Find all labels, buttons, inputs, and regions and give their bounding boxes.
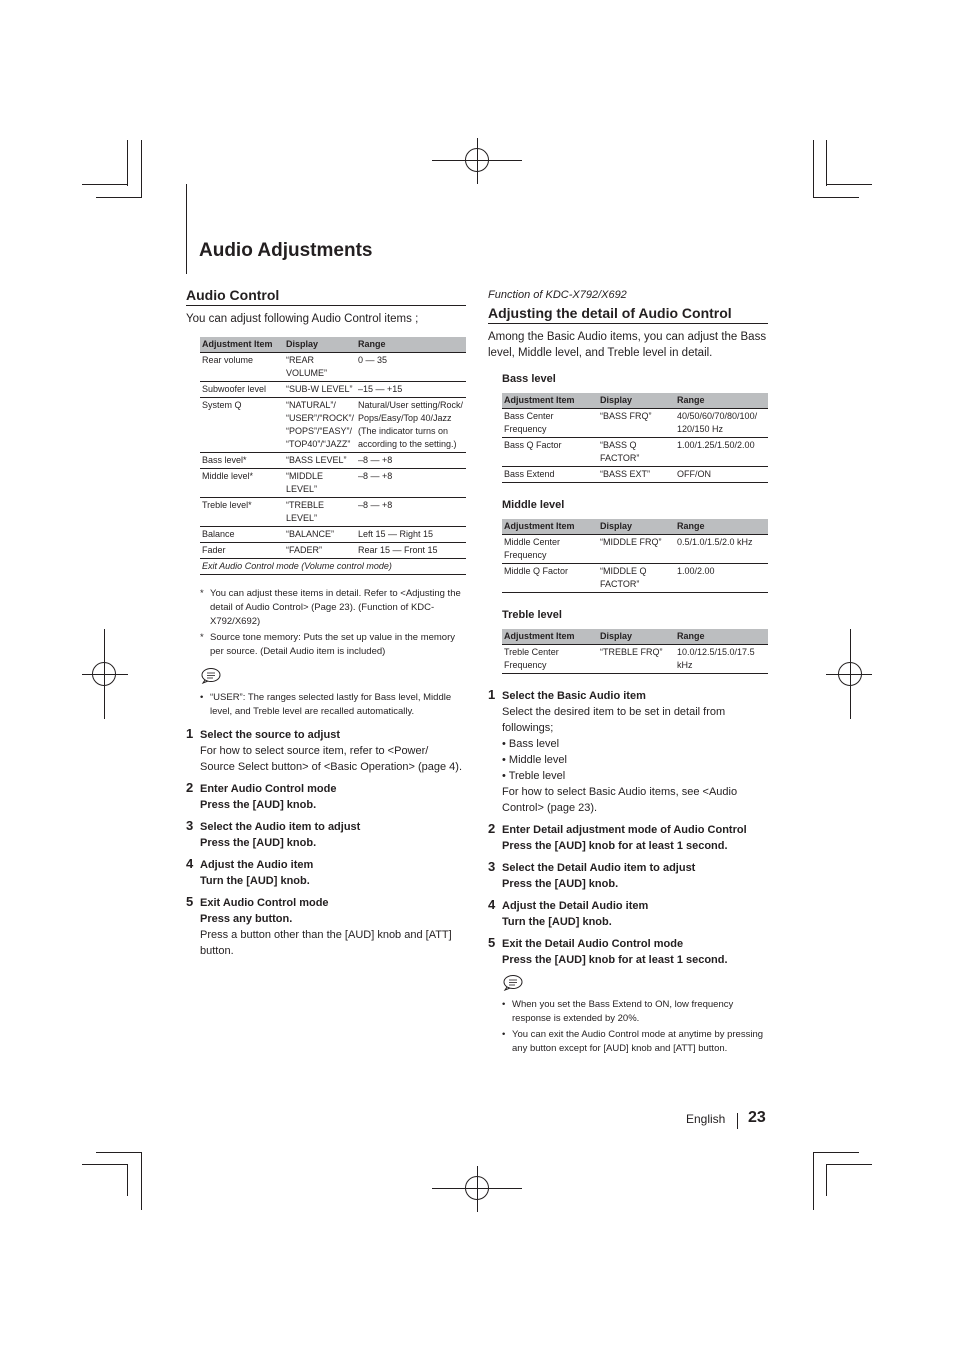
step-title: Adjust the Audio item [200, 859, 314, 871]
audio-control-steps [186, 727, 466, 959]
audio-control-heading: Audio Control [186, 287, 466, 306]
step-title: Enter Audio Control mode [200, 783, 337, 795]
table-cell: System Q [200, 398, 284, 453]
table-cell: “MIDDLE LEVEL” [284, 469, 356, 498]
table-cell: Rear volume [200, 353, 284, 382]
list-item: • Treble level [502, 770, 566, 782]
audio-control-intro: You can adjust following Audio Control items ; [186, 313, 419, 325]
step-text: Press a button other than the [AUD] knob and [ATT] button. [200, 929, 452, 957]
table-cell: Subwoofer level [200, 382, 284, 398]
table-cell: 0.5/1.0/1.5/2.0 kHz [675, 535, 768, 564]
table-cell: 0 — 35 [356, 353, 466, 382]
bass-table [502, 393, 768, 483]
step [488, 860, 768, 892]
table-cell: “TREBLE FRQ” [598, 645, 675, 674]
table-header: Display [284, 337, 356, 353]
page-number: 23 [748, 1109, 766, 1126]
table-header: Display [598, 629, 675, 645]
step [488, 822, 768, 854]
table-header: Adjustment Item [200, 337, 284, 353]
table-cell: –8 — +8 [356, 498, 466, 527]
table-cell: Bass Center Frequency [502, 409, 598, 438]
table-cell: “BASS LEVEL” [284, 453, 356, 469]
function-note: Function of KDC-X792/X692 [488, 289, 627, 301]
table-header: Range [675, 393, 768, 409]
memo-notes [200, 691, 466, 719]
table-cell: Fader [200, 543, 284, 559]
middle-level-label: Middle level [502, 499, 565, 511]
detail-audio-section [488, 287, 768, 1058]
table-cell: Bass Q Factor [502, 438, 598, 467]
table-cell: –15 — +15 [356, 382, 466, 398]
title-bar [186, 184, 187, 274]
step-action: Turn the [AUD] knob. [200, 875, 310, 887]
step-number: 3 [488, 859, 496, 874]
table-row [200, 353, 466, 382]
step-text: Select the desired item to be set in detail from followings; [502, 706, 726, 734]
table-cell: 10.0/12.5/15.0/17.5 kHz [675, 645, 768, 674]
step-action: Press any button. [200, 913, 293, 925]
footnotes [200, 587, 466, 659]
step-title: Exit Audio Control mode [200, 897, 329, 909]
table-header: Range [356, 337, 466, 353]
detail-steps [488, 688, 768, 968]
table-header: Range [675, 629, 768, 645]
audio-control-section [186, 287, 466, 959]
table-cell: “BASS FRQ” [598, 409, 675, 438]
step-action: Turn the [AUD] knob. [502, 916, 612, 928]
table-cell: “SUB-W LEVEL” [284, 382, 356, 398]
table-cell: “MIDDLE Q FACTOR” [598, 564, 675, 593]
step-action: Press the [AUD] knob. [200, 837, 317, 849]
bass-level-label: Bass level [502, 373, 556, 385]
middle-table [502, 519, 768, 593]
step-title: Select the Audio item to adjust [200, 821, 361, 833]
step-title: Exit the Detail Audio Control mode [502, 938, 684, 950]
table-header: Adjustment Item [502, 519, 598, 535]
step-text: For how to select Basic Audio items, see <Audio Control> (page 23). [502, 786, 738, 814]
table-header: Adjustment Item [502, 629, 598, 645]
table-cell: Rear 15 — Front 15 [356, 543, 466, 559]
table-cell: Treble Center Frequency [502, 645, 598, 674]
table-cell: –8 — +8 [356, 469, 466, 498]
memo-note: • When you set the Bass Extend to ON, low frequency response is extended by 20%. [502, 999, 734, 1024]
table-row [200, 453, 466, 469]
table-cell: “MIDDLE FRQ” [598, 535, 675, 564]
memo-notes [502, 998, 768, 1056]
step-number: 4 [488, 897, 496, 912]
step-number: 2 [186, 780, 194, 795]
step-title: Select the source to adjust [200, 729, 340, 741]
step-title: Select the Basic Audio item [502, 690, 646, 702]
step-title: Adjust the Detail Audio item [502, 900, 649, 912]
detail-intro: Among the Basic Audio items, you can adjust the Bass level, Middle level, and Treble level in detail. [488, 331, 767, 359]
table-cell: Bass level* [200, 453, 284, 469]
table-cell: “TREBLE LEVEL” [284, 498, 356, 527]
footnote: * You can adjust these items in detail. Refer to <Adjusting the detail of Audio Control> (Page 23). (Function of KDC-X792/X692) [200, 588, 461, 627]
table-cell: Natural/User setting/Rock/ Pops/Easy/Top 40/Jazz (The indicator turns on according to the setting.) [356, 398, 466, 453]
treble-table [502, 629, 768, 674]
step-action: Press the [AUD] knob. [502, 878, 619, 890]
step-number: 2 [488, 821, 496, 836]
table-cell: Treble level* [200, 498, 284, 527]
memo-note: • You can exit the Audio Control mode at anytime by pressing any button except for [AUD] knob and [ATT] button. [502, 1029, 764, 1054]
step-number: 3 [186, 818, 194, 833]
table-header: Range [675, 519, 768, 535]
table-row [200, 382, 466, 398]
step-title: Enter Detail adjustment mode of Audio Control [502, 824, 747, 836]
step [186, 727, 466, 775]
footnote: * Source tone memory: Puts the set up value in the memory per source. (Detail Audio item is included) [200, 632, 456, 657]
step [488, 688, 768, 816]
step [186, 895, 466, 959]
table-header: Display [598, 519, 675, 535]
table-cell: Bass Extend [502, 467, 598, 483]
footer-divider [737, 1113, 738, 1129]
table-row [502, 535, 768, 564]
table-row [502, 564, 768, 593]
step [488, 936, 768, 968]
table-row [502, 645, 768, 674]
step-number: 5 [186, 894, 194, 909]
table-cell: “NATURAL”/ “USER”/“ROCK”/ “POPS”/“EASY”/ “TOP40”/“JAZZ” [284, 398, 356, 453]
table-cell: OFF/ON [675, 467, 768, 483]
table-row [200, 498, 466, 527]
memo-icon [200, 667, 222, 684]
step-action: Press the [AUD] knob. [200, 799, 317, 811]
step-number: 4 [186, 856, 194, 871]
table-cell: “REAR VOLUME” [284, 353, 356, 382]
table-row [200, 469, 466, 498]
footer-language: English [686, 1112, 726, 1126]
memo-icon [502, 974, 524, 991]
step-title: Select the Detail Audio item to adjust [502, 862, 696, 874]
detail-heading: Adjusting the detail of Audio Control [488, 305, 768, 324]
page-title: Audio Adjustments [199, 240, 373, 261]
table-row [502, 467, 768, 483]
treble-level-label: Treble level [502, 609, 562, 621]
table-cell: 1.00/2.00 [675, 564, 768, 593]
table-cell: Middle Center Frequency [502, 535, 598, 564]
step [186, 781, 466, 813]
table-cell: “BALANCE” [284, 527, 356, 543]
table-cell: “FADER” [284, 543, 356, 559]
table-row [502, 409, 768, 438]
table-cell: Middle level* [200, 469, 284, 498]
table-cell: Left 15 — Right 15 [356, 527, 466, 543]
table-row [200, 398, 466, 453]
table-header: Display [598, 393, 675, 409]
table-cell: 1.00/1.25/1.50/2.00 [675, 438, 768, 467]
table-cell: Balance [200, 527, 284, 543]
table-row [200, 543, 466, 559]
step-number: 1 [186, 726, 194, 741]
step-action: Press the [AUD] knob for at least 1 second. [502, 840, 728, 852]
table-cell: “BASS EXT” [598, 467, 675, 483]
table-header: Adjustment Item [502, 393, 598, 409]
list-item: • Bass level [502, 738, 560, 750]
memo-note: • “USER”: The ranges selected lastly for Bass level, Middle level, and Treble level are recalled automatically. [200, 692, 452, 717]
audio-control-table [200, 337, 466, 575]
table-cell: 40/50/60/70/80/100/ 120/150 Hz [675, 409, 768, 438]
step-action: Press the [AUD] knob for at least 1 second. [502, 954, 728, 966]
table-note-row [200, 559, 466, 575]
step-number: 5 [488, 935, 496, 950]
table-cell: “BASS Q FACTOR” [598, 438, 675, 467]
table-cell: –8 — +8 [356, 453, 466, 469]
step [186, 819, 466, 851]
step [488, 898, 768, 930]
table-row [200, 527, 466, 543]
step-number: 1 [488, 687, 496, 702]
table-row [502, 438, 768, 467]
list-item: • Middle level [502, 754, 567, 766]
table-cell: Middle Q Factor [502, 564, 598, 593]
table-note: Exit Audio Control mode (Volume control mode) [200, 559, 466, 575]
step-text: For how to select source item, refer to <Power/ Source Select button> of <Basic Operation> (page 4). [200, 745, 463, 773]
step [186, 857, 466, 889]
